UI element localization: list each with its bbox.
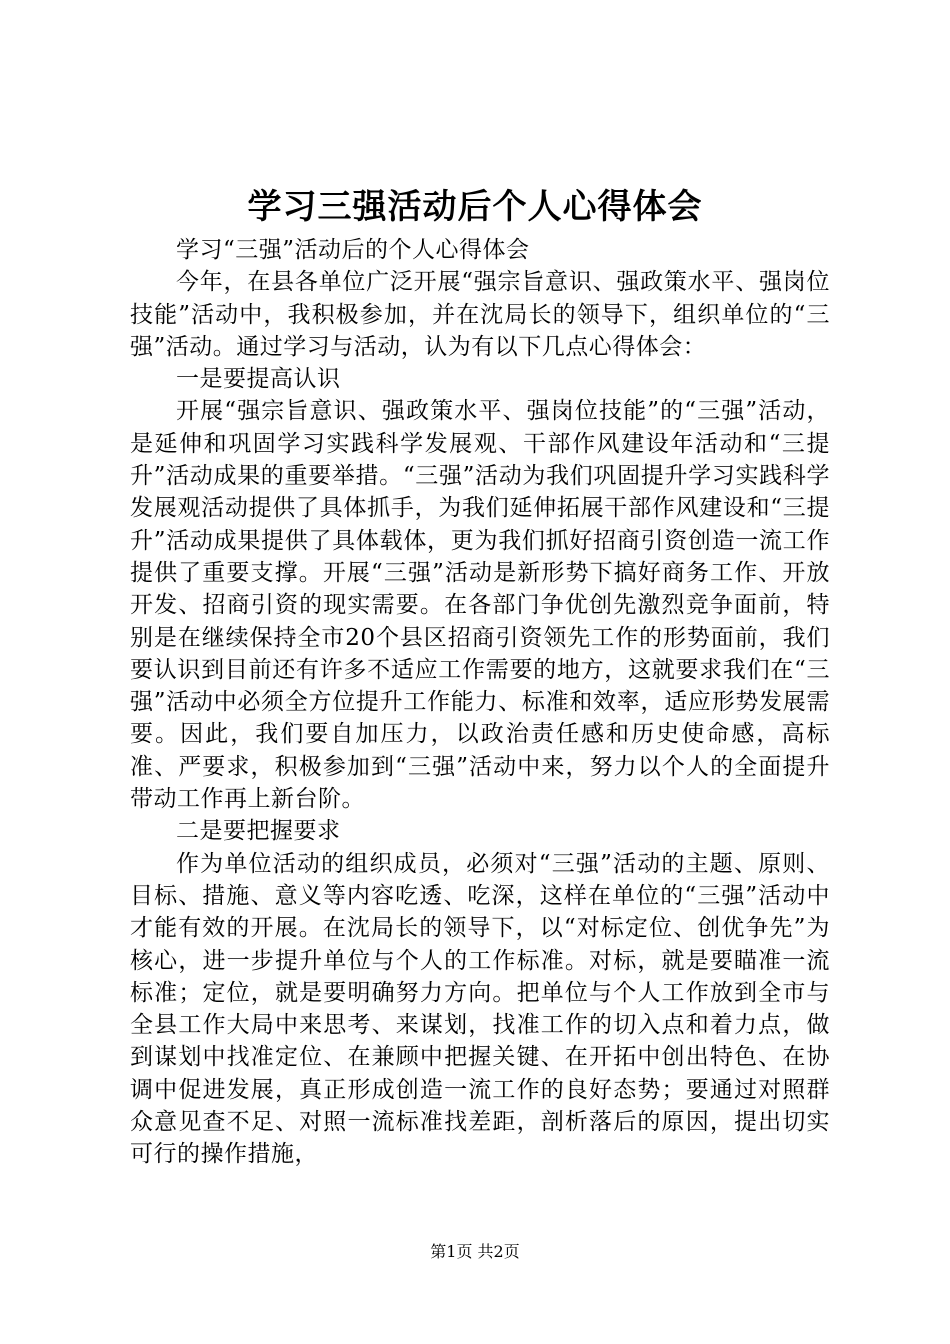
document-body xyxy=(130,234,830,1171)
section-heading-2: 二是要把握要求 xyxy=(176,818,341,845)
paragraph-intro: 今年，在县各单位广泛开展“强宗旨意识、强政策水平、强岗位技能”活动中，我积极参加，并在沈局长的领导下，组织单位的“三强”活动。通过学习与活动，认为有以下几点心得体会： xyxy=(130,269,830,360)
document-title: 学习三强活动后个人心得体会 xyxy=(247,187,703,227)
section-heading-1: 一是要提高认识 xyxy=(176,366,341,393)
page-number-footer: 第1页 共2页 xyxy=(430,1242,520,1261)
paragraph-subtitle: 学习“三强”活动后的个人心得体会 xyxy=(176,237,530,263)
paragraph-section-1: 开展“强宗旨意识、强政策水平、强岗位技能”的“三强”活动，是延伸和巩固学习实践科学发展观、干部作风建设年活动和“三提升”活动成果的重要举措。“三强”活动为我们巩固提升学习实践科学发展观活动提供了具体抓手，为我们延伸拓展干部作风建设和“三提升”活动成果提供了具体载体，更为我们抓好招商引资创造一流工作提供了重要支撑。开展“三强”活动是新形势下搞好商务工作、开放开发、招商引资的现实需要。在各部门争优创先激烈竞争面前，特别是在继续保持全市20个县区招商引资领先工作的形势面前，我们要认识到目前还有许多不适应工作需要的地方，这就要求我们在“三强”活动中必须全方位提升工作能力、标准和效率，适应形势发展需要。因此，我们要自加压力，以政治责任感和历史使命感，高标准、严要求，积极参加到“三强”活动中来，努力以个人的全面提升带动工作再上新台阶。 xyxy=(130,398,830,813)
paragraph-section-2: 作为单位活动的组织成员，必须对“三强”活动的主题、原则、目标、措施、意义等内容吃透、吃深，这样在单位的“三强”活动中才能有效的开展。在沈局长的领导下，以“对标定位、创优争先”为核心，进一步提升单位与个人的工作标准。对标，就是要瞄准一流标准；定位，就是要明确努力方向。把单位与个人工作放到全市与全县工作大局中来思考、来谋划，找准工作的切入点和着力点，做到谋划中找准定位、在兼顾中把握关键、在开拓中创出特色、在协调中促进发展，真正形成创造一流工作的良好态势；要通过对照群众意见查不足、对照一流标准找差距，剖析落后的原因，提出切实可行的操作措施， xyxy=(130,850,830,1168)
